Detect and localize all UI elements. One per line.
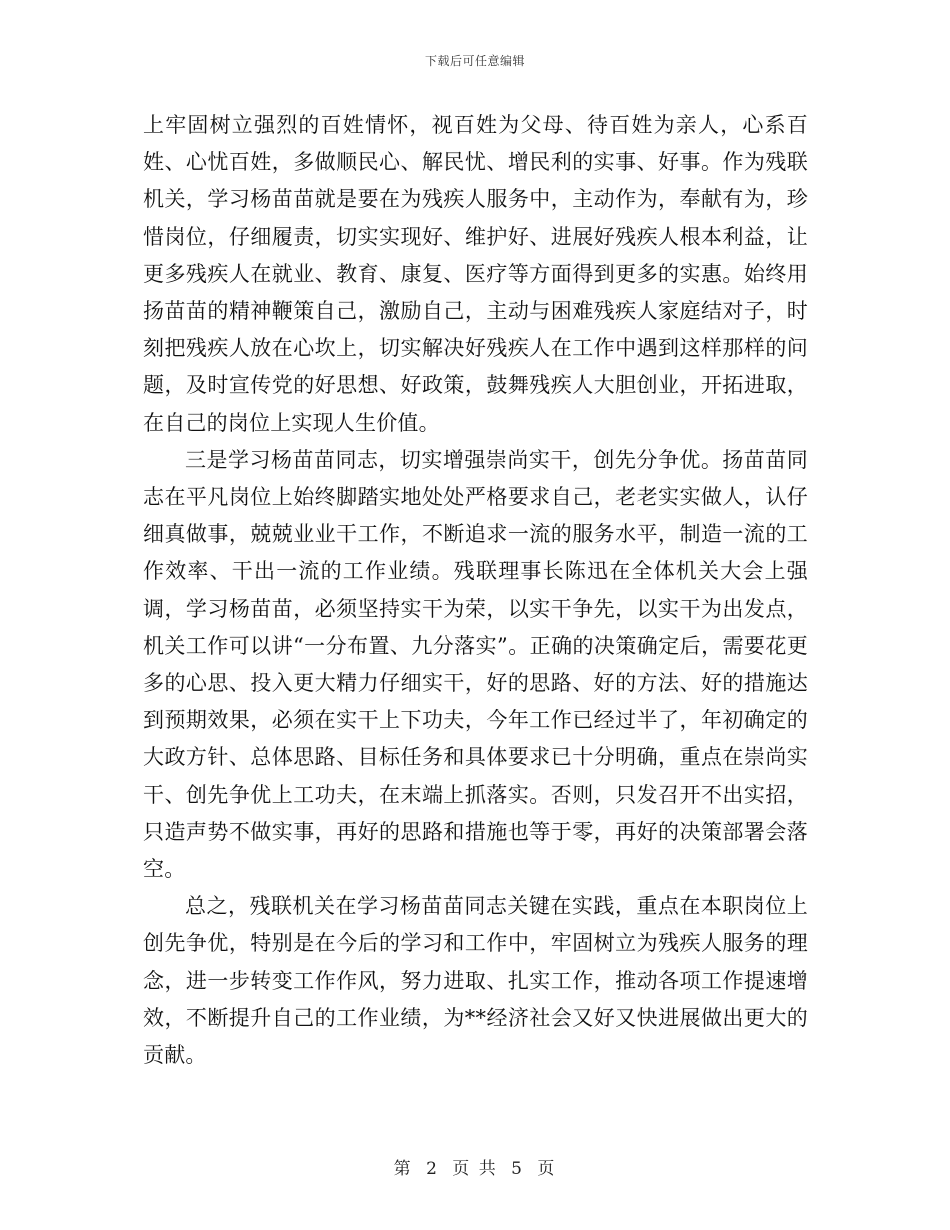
footer-prefix: 第 [393, 1159, 413, 1179]
paragraph-conclusion: 总之，残联机关在学习杨苗苗同志关键在实践，重点在本职岗位上创先争优，特别是在今后的学习和工作中，牢固树立为残疾人服务的理念，进一步转变工作作风，努力进取、扎实工作，推动各项工作提速增效，不断提升自己的工作业绩，为**经济社会又好又快进展做出更大的贡献。 [143, 894, 808, 1068]
page-footer [0, 1154, 950, 1179]
page-header [0, 52, 950, 69]
header-note: 下载后可任意编辑 [424, 54, 525, 68]
paragraph-continuation: 上牢固树立强烈的百姓情怀，视百姓为父母、待百姓为亲人，心系百姓、心忧百姓，多做顺民心、解民忧、增民利的实事、好事。作为残联机关，学习杨苗苗就是要在为残疾人服务中，主动作为，奉献有为，珍惜岗位，仔细履责，切实实现好、维护好、进展好残疾人根本利益，让更多残疾人在就业、教育、康复、医疗等方面得到更多的实惠。始终用扬苗苗的精神鞭策自己，激励自己，主动与困难残疾人家庭结对子，时刻把残疾人放在心坎上，切实解决好残疾人在工作中遇到这样那样的问题，及时宣传党的好思想、好政策，鼓舞残疾人大胆创业，开拓进取，在自己的岗位上实现人生价值。 [143, 113, 808, 435]
footer-current-page: 2 [426, 1159, 439, 1179]
document-body [143, 107, 808, 1074]
paragraph-point-three: 三是学习杨苗苗同志，切实增强崇尚实干，创先分争优。扬苗苗同志在平凡岗位上始终脚踏实地处处严格要求自己，老老实实做人，认仔细真做事，兢兢业业干工作，不断追求一流的服务水平，制造一流的工作效率、干出一流的工作业绩。残联理事长陈迅在全体机关大会上强调，学习杨苗苗，必须坚持实干为荣，以实干争先，以实干为出发点，机关工作可以讲“一分布置、九分落实”。正确的决策确定后，需要花更多的心思、投入更大精力仔细实干，好的思路、好的方法、好的措施达到预期效果，必须在实干上下功夫，今年工作已经过半了，年初确定的大政方针、总体思路、目标任务和具体要求已十分明确，重点在崇尚实干、创先争优上工功夫，在末端上抓落实。否则，只发召开不出实招，只造声势不做实事，再好的思路和措施也等于零，再好的决策部署会落空。 [143, 447, 808, 882]
footer-suffix: 页 [537, 1159, 557, 1179]
footer-total-pages: 5 [511, 1159, 524, 1179]
footer-middle: 页 共 [452, 1159, 498, 1179]
